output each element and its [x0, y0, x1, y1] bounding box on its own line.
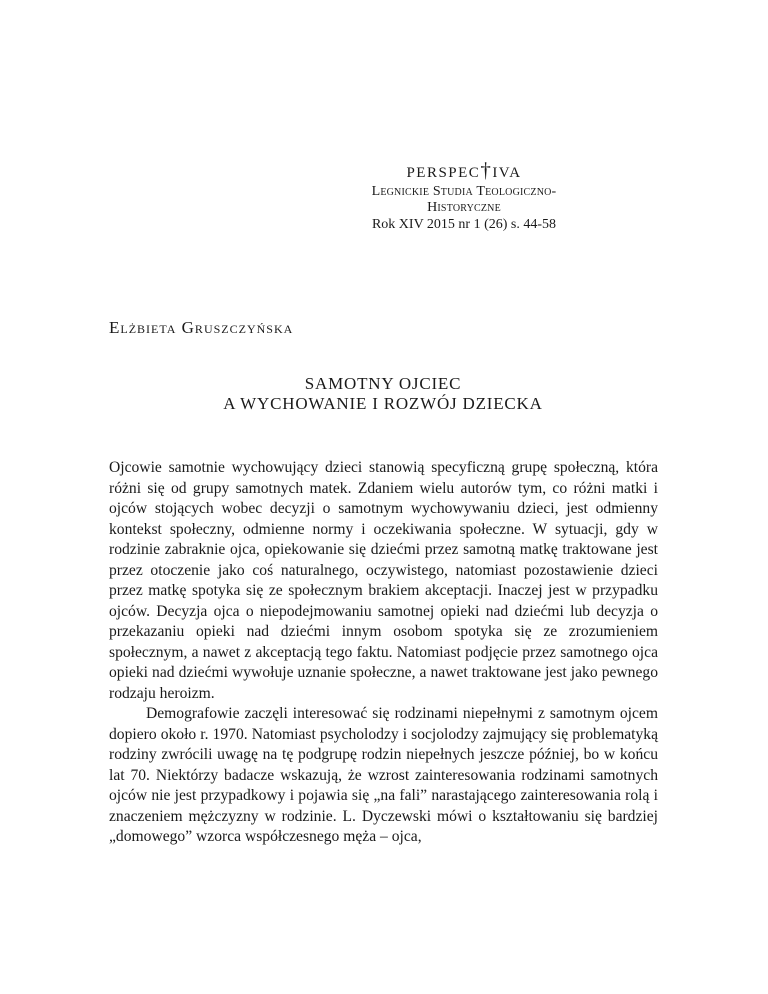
title-line-1: SAMOTNY OJCIEC [304, 374, 462, 393]
issue-line: Rok XIV 2015 nr 1 (26) s. 44-58 [371, 217, 557, 232]
journal-header [340, 158, 588, 233]
paragraph-2: Demografowie zaczęli interesować się rodzinami niepełnymi z samotnym ojcem dopiero około r. 1970. Natomiast psycholodzy i socjolodzy zajmujący się problematyką rodziny zwrócili uwagę na tę podgrupę rodzin niepełnych jeszcze później, bo w końcu lat 70. Niektórzy badacze wskazują, że wzrost zainteresowania rodzinami samotnych ojców nie jest przypadkowy i pojawia się „na fali” narastającego zainteresowania rolą i znaczeniem mężczyzny w rodzinie. L. Dyczewski mówi o kształtowaniu się bardziej „domowego” wzorca współczesnego męża – ojca, [109, 705, 658, 845]
author-name: Elżbieta Gruszczyńska [109, 318, 294, 337]
journal-subtitle: Legnickie Studia Teologiczno-Historyczne [371, 184, 557, 215]
article-title [109, 374, 657, 414]
paragraph-1: Ojcowie samotnie wychowujący dzieci stanowią specyficzną grupę społeczną, która różni się od grupy samotnych matek. Zdaniem wielu autorów tym, co różni matki i ojców stojących wobec decyzji o samotnym wychowywaniu dzieci, jest odmienny kontekst społeczny, odmienne normy i oczekiwania społeczne. W sytuacji, gdy w rodzinie zabraknie ojca, opiekowanie się dziećmi przez samotną matkę traktowane jest przez otoczenie jako coś naturalnego, oczywistego, natomiast pozostawienie dzieci przez matkę spotyka się ze społecznym brakiem akceptacji. Inaczej jest w przypadku ojców. Decyzja ojca o niepodejmowaniu samotnej opieki nad dziećmi lub decyzja o przekazaniu opieki nad dziećmi innym osobom spotyka się ze zrozumieniem społecznym, a nawet z akceptacją tego faktu. Natomiast podjęcie przez samotnego ojca opieki nad dziećmi wywołuje uznanie społeczne, a nawet traktowane jest jako pewnego rodzaju heroizm. [109, 459, 658, 702]
journal-name: perspec†iva [406, 158, 522, 182]
title-line-2: A WYCHOWANIE I ROZWÓJ DZIECKA [223, 394, 543, 413]
article-body [109, 458, 658, 848]
